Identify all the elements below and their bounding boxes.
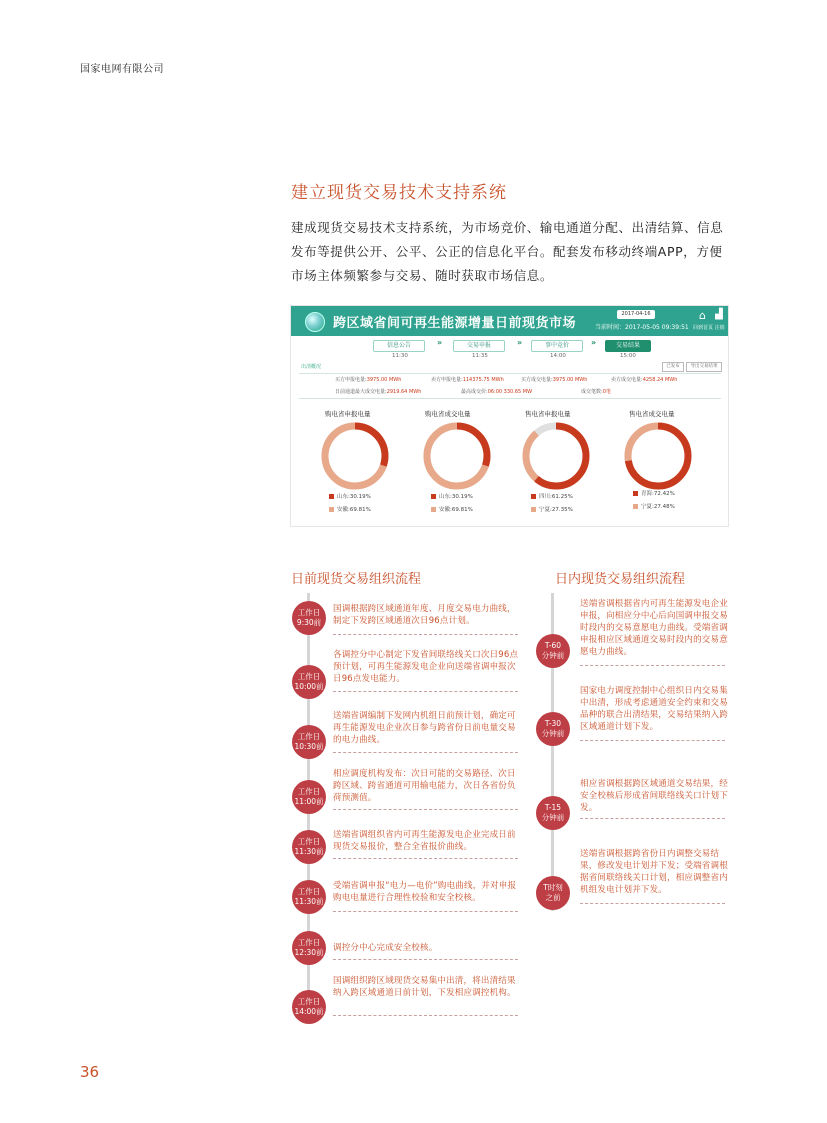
legend-swatch [431, 494, 436, 499]
stat-buyer-traded [521, 376, 587, 383]
stat-label: 成交笔数: [581, 389, 603, 395]
legend-swatch [329, 494, 334, 499]
timeline-node [536, 634, 570, 668]
stat-channel-max [335, 388, 421, 395]
page-number: 36 [80, 1063, 100, 1081]
node-time: 分钟前 [541, 651, 565, 660]
legend-label: 青海:72.42% [641, 491, 675, 497]
legend-swatch [531, 507, 536, 512]
legend-item [633, 489, 675, 497]
divider [580, 740, 725, 741]
node-time: 10:00前 [294, 682, 324, 691]
company-name: 国家电网有限公司 [80, 64, 164, 75]
flow-step-text: 相应省调根据跨区域通道交易结果，经安全校核后形成省间联络线关口计划下发。 [580, 779, 728, 813]
legend-label: 山东:30.19% [439, 494, 473, 500]
timeline-node [292, 830, 326, 864]
section-title: 建立现货交易技术支持系统 [291, 183, 507, 203]
timeline-node [292, 601, 326, 635]
step-time: 15:00 [620, 353, 636, 359]
export-results-button[interactable]: 导出交易结果 [686, 362, 722, 372]
intro-paragraph: 建成现货交易技术支持系统，为市场竞价、输电通道分配、出清结算、信息发布等提供公开、公平、公正的信息化平台。配套发布移动终端APP，方便市场主体频繁参与交易、随时获取市场信息。 [291, 220, 724, 283]
node-time: 11:00前 [294, 797, 324, 806]
flow-step-text: 调控分中心完成安全校核。 [333, 943, 438, 953]
legend-label: 宁夏:27.48% [641, 504, 675, 510]
stat-label: 日前通道最大成交电量: [335, 389, 387, 395]
divider [333, 959, 518, 960]
legend-label: 安徽:69.81% [337, 507, 371, 513]
globe-logo-icon [305, 312, 325, 332]
timeline-node [292, 725, 326, 759]
legend-item [329, 505, 371, 513]
published-button[interactable]: 已发布 [662, 362, 684, 372]
screenshot-title: 跨区域省间可再生能源增量日前现货市场 [333, 316, 577, 331]
divider [580, 903, 725, 904]
header-links[interactable]: 回到首页 注销 [693, 325, 725, 331]
chevron-right-icon: » [517, 338, 523, 347]
flow-step-text: 送端省调根据跨省份日内调整交易结果，修改发电计划并下发；受端省调根据省间联络线关口计划，相应调整省内机组发电计划并下发。 [580, 849, 728, 895]
flow-step-text: 相应调度机构发布：次日可能的交易路径、次日跨区域、跨省通道可用输电能力，次日各省份负荷预测值。 [333, 769, 516, 803]
flow-right-title: 日内现货交易组织流程 [555, 572, 686, 587]
legend-item [329, 492, 371, 500]
legend-swatch [633, 504, 638, 509]
flow-step-text: 送端省调编制下发网内机组日前预计划，确定可再生能源发电企业次日参与跨省份日前电量交易的电力曲线。 [333, 711, 516, 745]
stat-buyer-declared [335, 376, 401, 383]
node-time: 分钟前 [541, 813, 565, 822]
current-time: 当前时间：2017-05-05 09:39:51 [595, 324, 689, 331]
divider [580, 665, 725, 666]
legend-item [531, 492, 573, 500]
stat-trade-count [581, 388, 611, 395]
timeline-node [292, 990, 326, 1024]
step-trade-declaration[interactable]: 交易申报 [453, 340, 505, 352]
legend-item [431, 505, 473, 513]
date-picker[interactable]: 2017-04-16 [617, 310, 655, 319]
node-label: 工作日 [297, 938, 321, 947]
step-info-announcement[interactable]: 信息公告 [373, 340, 425, 352]
node-time: 11:30前 [294, 897, 324, 906]
flow-step-text: 送端省调组织省内可再生能源发电企业完成日前现货交易报价，整合全省报价曲线。 [333, 830, 516, 852]
stat-label: 卖方申报电量: [431, 377, 463, 383]
timeline-node [536, 796, 570, 830]
flow-step-text: 国调根据跨区域通道年度、月度交易电力曲线，制定下发跨区域通道次日96点计划。 [333, 604, 516, 626]
divider [333, 634, 518, 635]
legend-item [531, 505, 573, 513]
donut-title: 购电省申报电量 [325, 410, 371, 418]
node-time: 9:30前 [296, 618, 322, 627]
node-label: 工作日 [297, 997, 321, 1006]
home-icon[interactable]: ⌂ [699, 309, 706, 322]
donut-title: 售电省申报电量 [525, 410, 571, 418]
stat-seller-declared [431, 376, 504, 383]
stat-value: 06:00 330.65 MW [487, 389, 533, 395]
stat-value: 3975.00 MWh [366, 377, 402, 383]
stat-label: 买方申报电量: [335, 377, 367, 383]
trading-system-screenshot [291, 306, 728, 526]
legend-item [431, 492, 473, 500]
legend-swatch [329, 507, 334, 512]
divider [333, 809, 518, 810]
timeline-node [292, 665, 326, 699]
legend-swatch [431, 507, 436, 512]
timeline-node [292, 780, 326, 814]
node-label: 工作日 [297, 887, 321, 896]
stat-label: 买方成交电量: [521, 377, 553, 383]
node-label: 工作日 [297, 672, 321, 681]
node-time: 之前 [545, 893, 561, 902]
legend-label: 安徽:69.81% [439, 507, 473, 513]
stat-max-price [461, 388, 532, 395]
legend-label: 四川:61.25% [539, 494, 573, 500]
divider [333, 752, 518, 753]
stat-value: 4258.24 MWh [642, 377, 678, 383]
chevron-right-icon: » [591, 338, 597, 347]
node-label: T时刻 [543, 883, 563, 892]
divider [333, 691, 518, 692]
bar-chart-icon[interactable]: ▟ [715, 309, 723, 320]
divider [333, 1015, 518, 1016]
node-label: 工作日 [297, 608, 321, 617]
donut-charts [291, 418, 728, 494]
node-time: 12:30前 [294, 948, 324, 957]
node-time: 14:00前 [294, 1007, 324, 1016]
step-time: 11:30 [392, 353, 408, 359]
timeline-node [536, 712, 570, 746]
legend-swatch [633, 491, 638, 496]
screenshot-header [291, 306, 728, 336]
flow-left-title: 日前现货交易组织流程 [291, 572, 422, 587]
donut-title: 购电省成交电量 [425, 410, 471, 418]
step-trade-result[interactable]: 交易结果 [605, 340, 651, 352]
node-label: T-15 [544, 803, 562, 812]
node-time: 分钟前 [541, 729, 565, 738]
flow-step-text: 国调组织跨区域现货交易集中出清，将出清结果纳入跨区域通道日前计划，下发相应调控机构。 [333, 976, 516, 998]
divider [580, 818, 725, 819]
flow-step-text: 各调控分中心制定下发省间联络线关口次日96点预计划，可再生能源发电企业向送端省调申报次日96点发电能力。 [333, 650, 519, 684]
flow-step-text: 送端省调根据省内可再生能源发电企业申报，向相应分中心后向国调申报交易时段内的交易意愿电力曲线。受端省调申报相应区域通道交易时段内的交易意愿电力曲线。 [580, 599, 728, 657]
flow-step-text: 国家电力调度控制中心组织日内交易集中出清，形成考虑通道安全约束和交易品种的联合出清结果，交易结果纳入跨区域通道计划下发。 [580, 686, 728, 732]
chevron-right-icon: » [437, 338, 443, 347]
node-time: 10:30前 [294, 742, 324, 751]
legend-label: 山东:30.19% [337, 494, 371, 500]
flow-step-text: 受端省调申报“电力—电价”购电曲线，并对申报购电电量进行合理性校验和安全校核。 [333, 881, 517, 903]
timeline-node [536, 876, 570, 910]
stat-label: 卖方成交电量: [611, 377, 643, 383]
step-time: 14:00 [550, 353, 566, 359]
timeline-node [292, 931, 326, 965]
divider [333, 858, 518, 859]
node-label: T-60 [544, 641, 562, 650]
step-time: 11:35 [472, 353, 488, 359]
timeline-node [292, 880, 326, 914]
node-label: 工作日 [297, 787, 321, 796]
divider [333, 911, 518, 912]
legend-item [633, 502, 675, 510]
node-time: 11:30前 [294, 847, 324, 856]
legend-swatch [531, 494, 536, 499]
divider [299, 398, 721, 399]
stat-value: 114375.75 MWh [462, 377, 504, 383]
stat-label: 最高成交价: [461, 389, 488, 395]
node-label: 工作日 [297, 732, 321, 741]
node-label: 工作日 [297, 837, 321, 846]
status-label: 出清概况 [301, 364, 322, 370]
node-label: T-30 [544, 719, 562, 728]
divider [299, 373, 721, 374]
step-bidding[interactable]: 事中竞价 [531, 340, 583, 352]
donut-title: 售电省成交电量 [629, 410, 675, 418]
stat-value: 2919.64 MWh [386, 389, 422, 395]
stat-value: 3975.00 MWh [552, 377, 588, 383]
stat-value: 0笔 [602, 389, 611, 395]
stat-seller-traded [611, 376, 677, 383]
legend-label: 宁夏:27.35% [539, 507, 573, 513]
